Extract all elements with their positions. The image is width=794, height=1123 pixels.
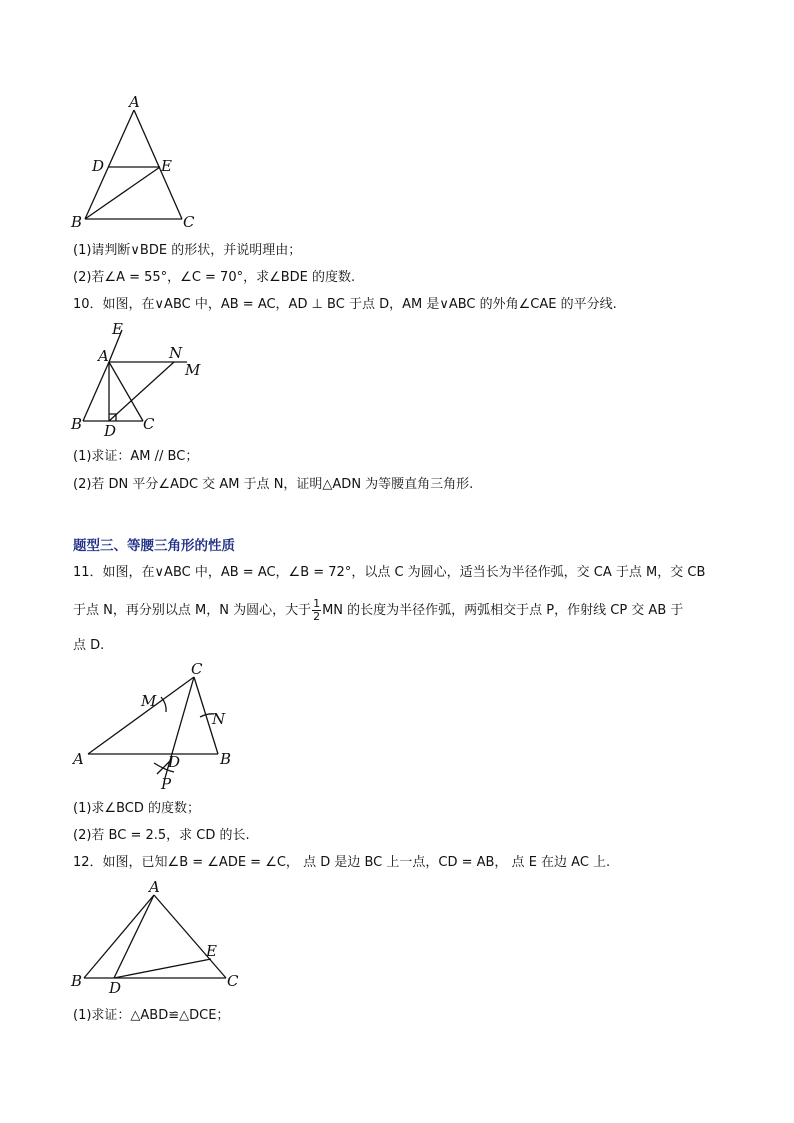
segment-ab (83, 362, 109, 421)
label-e: E (161, 157, 172, 175)
label-a: A (98, 347, 109, 365)
label-b: B (71, 415, 83, 433)
label-m: M (185, 361, 201, 379)
label-b: B (71, 972, 83, 990)
label-a: A (129, 93, 140, 111)
figure-q12 (65, 877, 250, 997)
q11-line2 (73, 598, 683, 623)
segment-de (114, 959, 211, 978)
label-b: B (220, 750, 232, 768)
q11-line3: 点 D. (73, 638, 105, 653)
segment-ac (88, 677, 194, 754)
q12-part1: (1)求证：△ABD≌△DCE； (73, 1008, 230, 1023)
label-a: A (73, 750, 84, 768)
label-m: M (141, 692, 157, 710)
q10-stem: 10．如图，在∨ABC 中，AB = AC，AD ⊥ BC 于点 D，AM 是∨ABC 的外角∠CAE 的平分线. (73, 297, 617, 312)
label-c: C (183, 213, 195, 231)
q11-part2: (2)若 BC = 2.5，求 CD 的长. (73, 828, 250, 843)
segment-dn (109, 362, 174, 421)
q11-line1: 11．如图，在∨ABC 中，AB = AC，∠B = 72°，以点 C 为圆心，适当长为半径作弧，交 CA 于点 M，交 CB (73, 565, 706, 580)
segment-ab (84, 895, 154, 978)
segment-ac (154, 895, 226, 978)
label-d: D (168, 753, 181, 771)
fraction-one-half (312, 598, 321, 623)
section-heading: 题型三、等腰三角形的性质 (73, 538, 235, 554)
fraction-numerator: 1 (313, 597, 321, 610)
label-c: C (191, 660, 203, 678)
label-d: D (92, 157, 105, 175)
segment-ac (109, 362, 143, 421)
q9-part2: (2)若∠A = 55°，∠C = 70°，求∠BDE 的度数. (73, 270, 356, 285)
segment-ad (114, 895, 154, 978)
q10-part2: (2)若 DN 平分∠ADC 交 AM 于点 N，证明△ADN 为等腰直角三角形. (73, 477, 474, 492)
label-a: A (149, 878, 160, 896)
label-c: C (143, 415, 155, 433)
figure-q9 (60, 92, 210, 234)
label-n: N (212, 710, 226, 728)
segment-ac (134, 110, 182, 219)
figure-q11 (68, 660, 248, 795)
label-e: E (206, 942, 217, 960)
label-d: D (104, 422, 117, 438)
figure-q10 (65, 320, 215, 438)
label-d: D (109, 979, 122, 997)
label-b: B (71, 213, 83, 231)
q9-part1: (1)请判断∨BDE 的形状，并说明理由； (73, 243, 302, 258)
q11-line2-before: 于点 N，再分别以点 M，N 为圆心，大于 (73, 603, 312, 618)
label-c: C (227, 972, 239, 990)
q12-stem: 12．如图，已知∠B = ∠ADE = ∠C， 点 D 是边 BC 上一点，CD = AB， 点 E 在边 AC 上. (73, 855, 611, 870)
q11-part1: (1)求∠BCD 的度数； (73, 801, 200, 816)
q11-line2-after: MN 的长度为半径作弧，两弧相交于点 P，作射线 CP 交 AB 于 (322, 603, 684, 618)
label-p: P (161, 775, 172, 793)
label-n: N (169, 344, 183, 362)
fraction-denominator: 2 (313, 610, 321, 623)
q10-part1: (1)求证：AM // BC； (73, 449, 199, 464)
label-e: E (112, 320, 123, 338)
